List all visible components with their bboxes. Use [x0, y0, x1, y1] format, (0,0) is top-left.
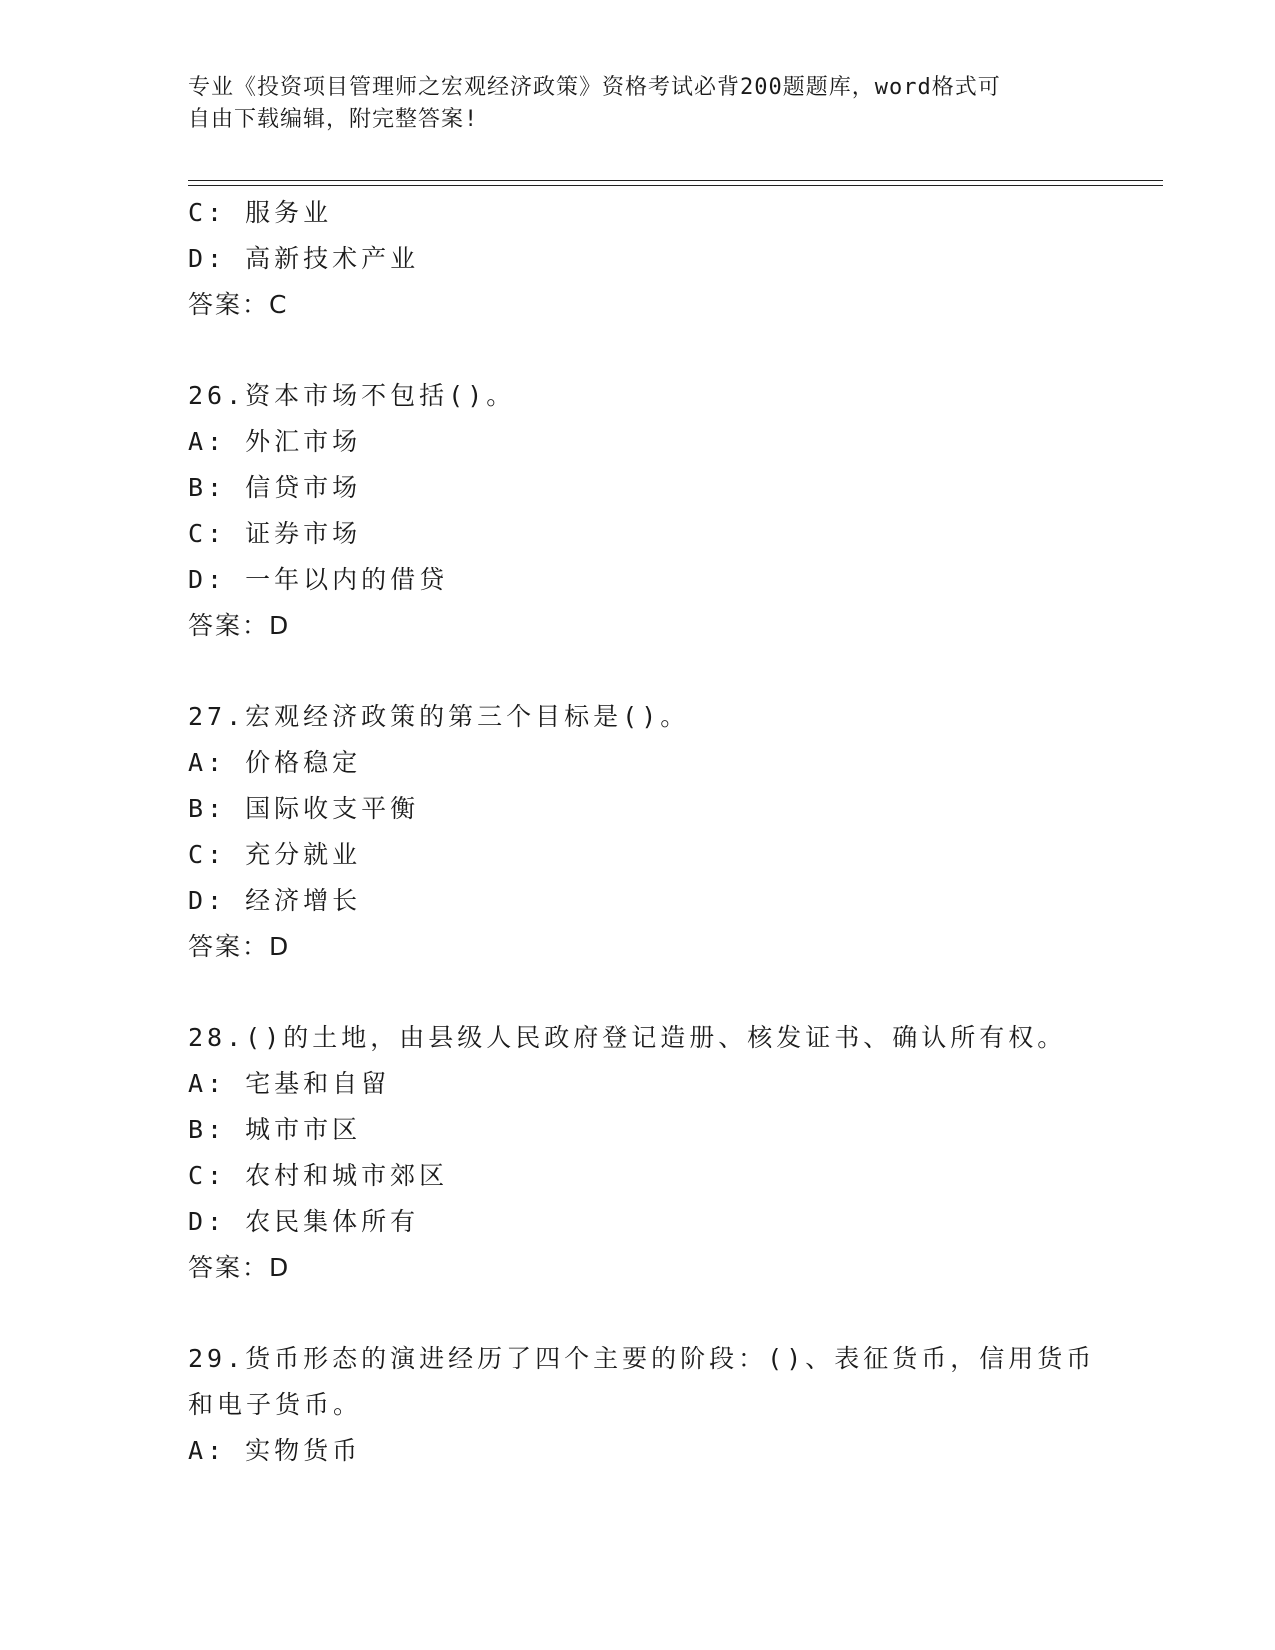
option-c: C: 农村和城市郊区: [188, 1161, 449, 1190]
option-c: C: 证券市场: [188, 519, 362, 548]
option-c: C: 充分就业: [188, 840, 362, 869]
header-divider-bottom: [188, 185, 1163, 186]
question-28: [188, 1015, 1148, 1291]
answer-line: 答案：D: [188, 1253, 291, 1282]
header-title-line-2: 自由下载编辑，附完整答案!: [188, 107, 479, 132]
option-a: A: 价格稳定: [188, 748, 362, 777]
question-gap: [188, 1291, 1148, 1336]
question-stem: 27.宏观经济政策的第三个目标是()。: [188, 702, 690, 731]
option-a: A: 实物货币: [188, 1436, 362, 1465]
question-stem-line-2: 和电子货币。: [188, 1390, 363, 1419]
option-b: B: 国际收支平衡: [188, 794, 420, 823]
question-gap: [188, 970, 1148, 1015]
option-c: C: 服务业: [188, 198, 333, 227]
answer-line: 答案：C: [188, 290, 289, 319]
option-d: D: 经济增长: [188, 886, 362, 915]
question-stem: 28.()的土地，由县级人民政府登记造册、核发证书、确认所有权。: [188, 1023, 1067, 1052]
question-stem-line-1: 29.货币形态的演进经历了四个主要的阶段：()、表征货币，信用货币: [188, 1344, 1096, 1373]
answer-line: 答案：D: [188, 932, 291, 961]
option-a: A: 宅基和自留: [188, 1069, 391, 1098]
question-29: [188, 1336, 1148, 1474]
question-stem: 26.资本市场不包括()。: [188, 381, 516, 410]
option-b: B: 信贷市场: [188, 473, 362, 502]
option-d: D: 一年以内的借贷: [188, 565, 449, 594]
option-a: A: 外汇市场: [188, 427, 362, 456]
option-b: B: 城市市区: [188, 1115, 362, 1144]
question-list: [188, 190, 1148, 1474]
answer-line: 答案：D: [188, 611, 291, 640]
question-25-tail: [188, 190, 1148, 328]
question-gap: [188, 328, 1148, 373]
header-title-line-1: 专业《投资项目管理师之宏观经济政策》资格考试必背200题题库，word格式可: [188, 75, 1001, 100]
option-d: D: 高新技术产业: [188, 244, 420, 273]
question-27: [188, 694, 1148, 970]
option-d: D: 农民集体所有: [188, 1207, 420, 1236]
question-26: [188, 373, 1148, 649]
header-divider-top: [188, 180, 1163, 181]
document-header: [188, 72, 1088, 136]
question-gap: [188, 649, 1148, 694]
